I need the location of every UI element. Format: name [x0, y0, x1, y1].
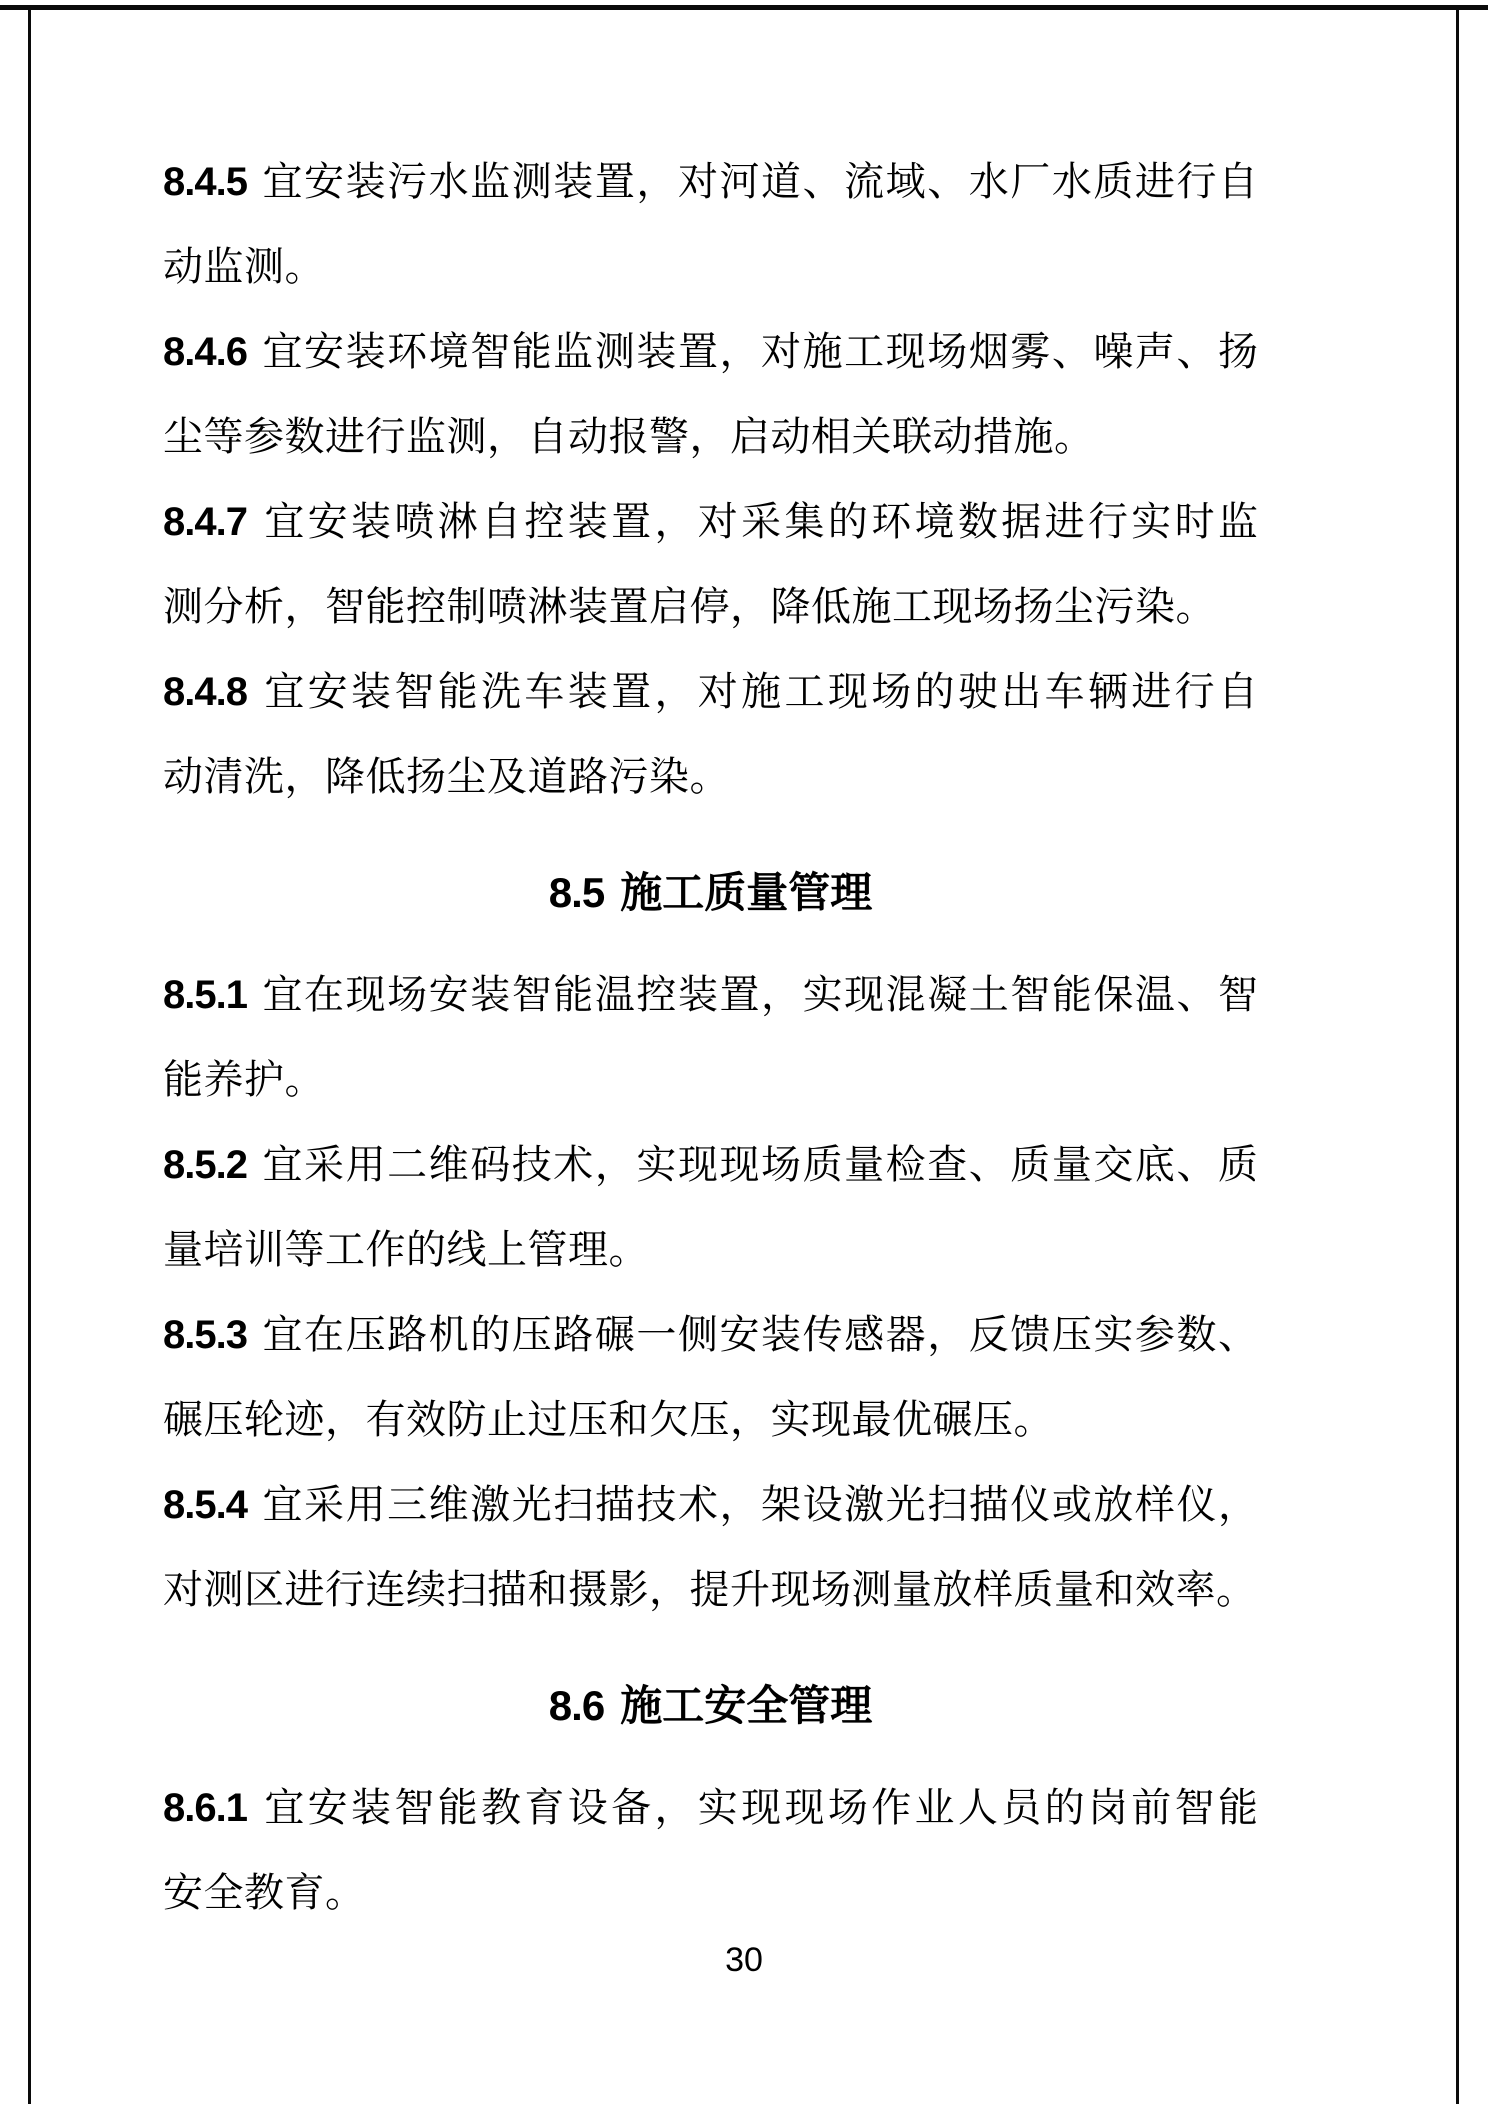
clause-number: 8.4.8: [163, 670, 247, 714]
clause-line: [163, 1123, 1258, 1208]
clause-number: 8.5.4: [163, 1483, 247, 1527]
section-heading-8-5: [163, 850, 1258, 935]
clause-line: 对测区进行连续扫描和摄影，提升现场测量放样质量和效率。: [163, 1568, 1257, 1612]
clause-line: 动清洗，降低扬尘及道路污染。: [163, 755, 730, 799]
clause-8-5-4: [163, 1463, 1258, 1633]
clause-8-5-3: [163, 1293, 1258, 1463]
document-body: [163, 140, 1258, 1936]
clause-line: [163, 1766, 1258, 1851]
clause-number: 8.6.1: [163, 1786, 247, 1830]
clause-line: 碾压轮迹，有效防止过压和欠压，实现最优碾压。: [163, 1398, 1054, 1442]
clause-text: 宜安装环境智能监测装置，对施工现场烟雾、噪声、扬: [260, 330, 1258, 374]
clause-8-4-5: [163, 140, 1258, 310]
clause-8-4-7: [163, 480, 1258, 650]
page-border-left: [28, 5, 31, 2104]
section-number: 8.6: [548, 1682, 605, 1729]
clause-number: 8.4.7: [163, 500, 247, 544]
clause-text: 宜安装污水监测装置，对河道、流域、水厂水质进行自: [260, 160, 1258, 204]
clause-line: 动监测。: [163, 245, 325, 289]
clause-line: [163, 1293, 1258, 1378]
clause-8-4-8: [163, 650, 1258, 820]
section-title: 施工安全管理: [620, 1682, 873, 1729]
clause-line: 安全教育。: [163, 1871, 366, 1915]
page-border-top: [0, 5, 1488, 10]
clause-number: 8.4.5: [163, 160, 247, 204]
section-number: 8.5: [548, 869, 605, 916]
clause-line: 尘等参数进行监测，自动报警，启动相关联动措施。: [163, 415, 1095, 459]
page-border-right: [1456, 5, 1459, 2104]
clause-line: [163, 310, 1258, 395]
clause-line: [163, 650, 1258, 735]
section-heading-8-6: [163, 1663, 1258, 1748]
clause-text: 宜采用二维码技术，实现现场质量检查、质量交底、质: [260, 1143, 1258, 1187]
clause-number: 8.5.3: [163, 1313, 247, 1357]
clause-number: 8.4.6: [163, 330, 247, 374]
clause-line: [163, 1463, 1258, 1548]
clause-text: 宜采用三维激光扫描技术，架设激光扫描仪或放样仪，: [260, 1483, 1258, 1527]
clause-number: 8.5.2: [163, 1143, 247, 1187]
clause-line: [163, 953, 1258, 1038]
clause-8-5-1: [163, 953, 1258, 1123]
clause-text: 宜安装喷淋自控装置，对采集的环境数据进行实时监: [260, 500, 1258, 544]
clause-line: [163, 140, 1258, 225]
clause-8-5-2: [163, 1123, 1258, 1293]
clause-text: 宜在压路机的压路碾一侧安装传感器，反馈压实参数、: [260, 1313, 1258, 1357]
page-number: 30: [725, 1941, 763, 1979]
clause-text: 宜安装智能教育设备，实现现场作业人员的岗前智能: [260, 1786, 1258, 1830]
clause-8-6-1: [163, 1766, 1258, 1936]
clause-line: 能养护。: [163, 1058, 325, 1102]
clause-line: 量培训等工作的线上管理。: [163, 1228, 649, 1272]
clause-text: 宜安装智能洗车装置，对施工现场的驶出车辆进行自: [260, 670, 1258, 714]
clause-text: 宜在现场安装智能温控装置，实现混凝土智能保温、智: [260, 973, 1258, 1017]
clause-line: 测分析，智能控制喷淋装置启停，降低施工现场扬尘污染。: [163, 585, 1216, 629]
clause-8-4-6: [163, 310, 1258, 480]
clause-number: 8.5.1: [163, 973, 247, 1017]
clause-line: [163, 480, 1258, 565]
section-title: 施工质量管理: [620, 869, 873, 916]
